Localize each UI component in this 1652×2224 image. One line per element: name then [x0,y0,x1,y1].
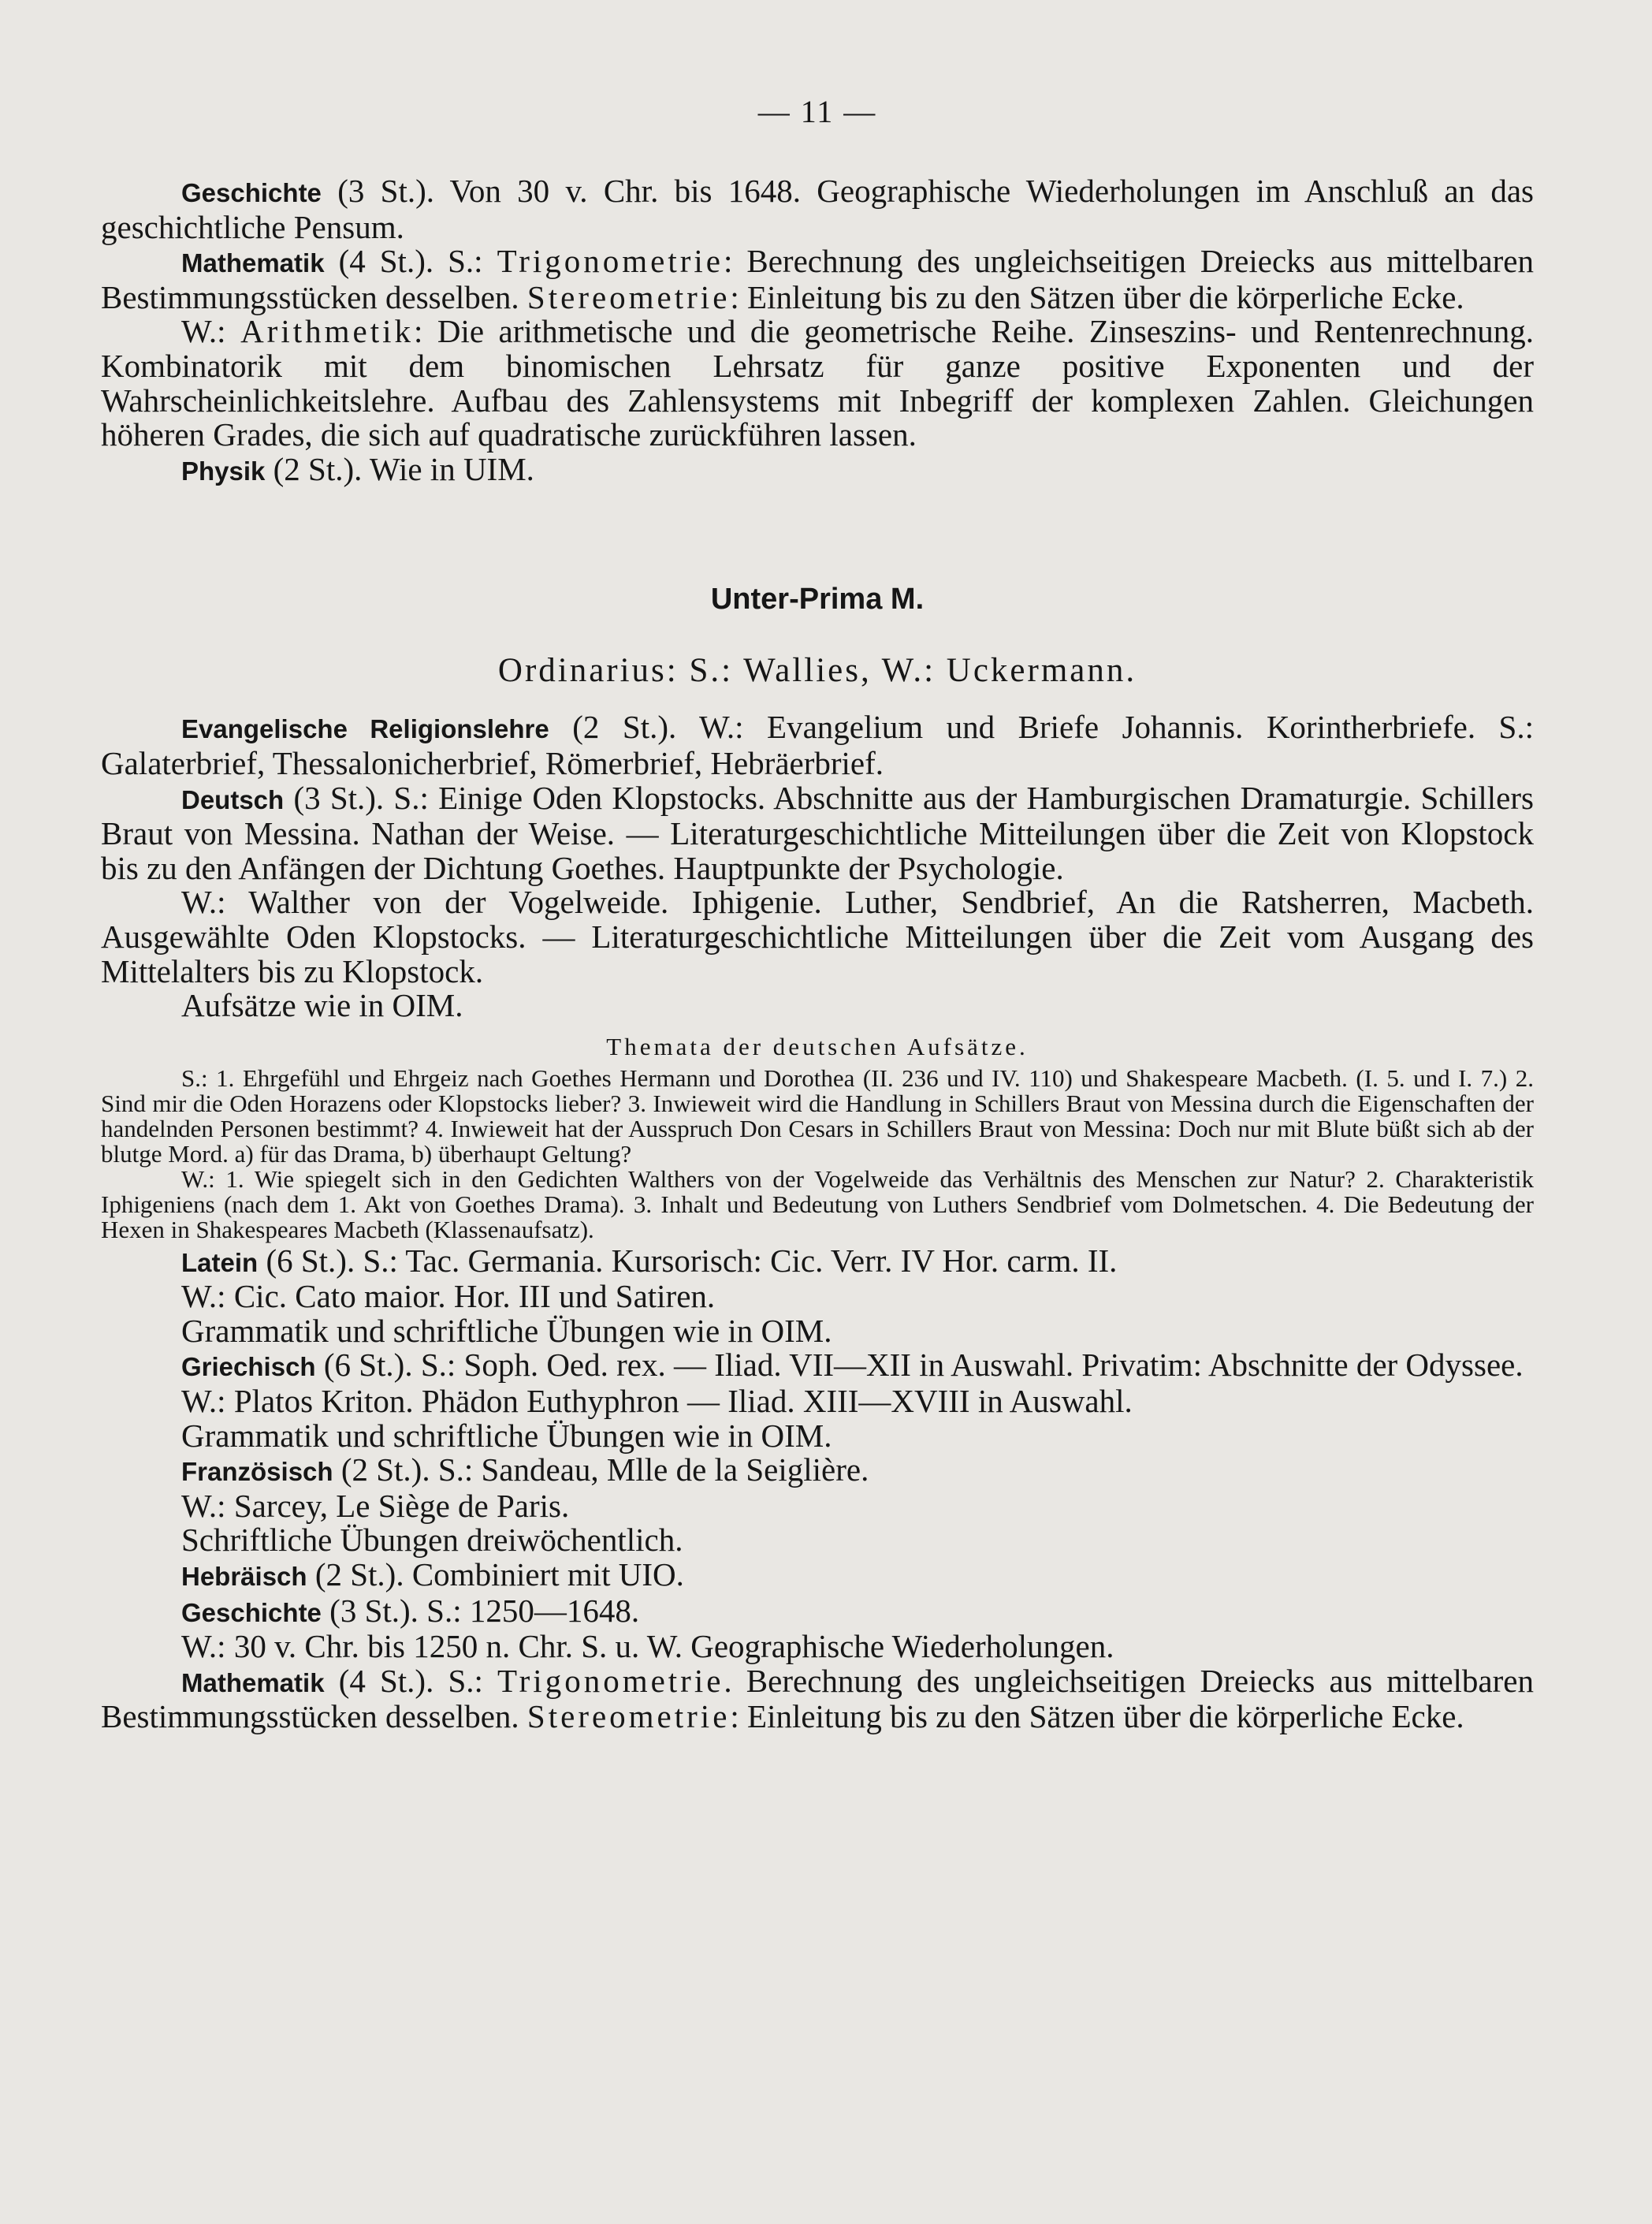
themata-heading: Themata der deutschen Aufsätze. [606,1032,1029,1060]
subject-latein: Latein [181,1247,259,1277]
subject-religion: Evangelische Religionslehre [181,714,549,744]
page-number: — 11 — [757,94,877,129]
subject-deutsch: Deutsch [181,784,285,814]
subject-franzoesisch: Französisch [181,1457,333,1487]
themata-sommer: S.: 1. Ehrgefühl und Ehrgeiz nach Goethes Hermann und Dorothea (II. 236 und IV. 110) und Shakespeare Macbeth. (I. 5. und I. 7.) 2. Sind mir die Oden Horazens oder Klopstocks lieber? 3. Inwieweit wird die Handlung in Schillers Braut von Messina durch die Eigenschaften der handelnden Personen bestimmt? 4. Inwieweit hat der Ausspruch Don Cesars in Schillers Braut von Messina: Doch nur mit Blute büßt sich ab der blutge Mord. a) für das Drama, b) überhaupt Geltung? [101,1064,1534,1168]
griechisch-paragraph [101,1348,1534,1384]
mathematik-paragraph [101,244,1534,315]
mathematik2-paragraph [101,1664,1534,1734]
franzoesisch-paragraph [101,1453,1534,1489]
latein-paragraph [101,1244,1534,1280]
deutsch-text: (3 St.). S.: Einige Oden Klopstocks. Abschnitte aus der Hamburgischen Dramaturgie. Schillers Braut von Messina. Nathan der Weise. — Literaturgeschichtliche Mitteilungen über die Zeit von Klopstock bis zu den Anfängen der Dichtung Goethes. Hauptpunkte der Psychologie. [101,779,1534,886]
mathematik-text-2: : Berechnung des ungleichseitigen Dreiecks aus mittelbaren Bestimmungsstücken desselben. [101,243,1534,315]
section-title: Unter-Prima M. [710,583,925,617]
subject-mathematik-2: Mathematik [181,1667,325,1697]
latein-grammatik: Grammatik und schriftliche Übungen wie in OIM. [181,1312,832,1349]
subject-geschichte-2: Geschichte [181,1597,322,1627]
subject-griechisch: Griechisch [181,1352,316,1382]
religion-paragraph [101,710,1534,780]
griechisch-text: (6 St.). S.: Soph. Oed. rex. — Iliad. VII—XII in Auswahl. Privatim: Abschnitte der Odyssee. [315,1347,1524,1384]
latein-winter: W.: Cic. Cato maior. Hor. III und Satiren. [181,1278,716,1315]
geschichte2-winter: W.: 30 v. Chr. bis 1250 n. Chr. S. u. W. Geographische Wiederholungen. [181,1628,1114,1665]
physik-text: (2 St.). Wie in UIM. [265,450,534,487]
deutsch-paragraph [101,781,1534,886]
mathematik2-trigonometrie: Trigonometrie [497,1662,724,1699]
physik-paragraph [101,450,1534,489]
deutsch-aufsaetze: Aufsätze wie in OIM. [181,987,463,1024]
themata-winter: W.: 1. Wie spiegelt sich in den Gedichten Walthers von der Vogelweide das Verhältnis des Menschen zur Natur? 2. Charakteristik Iphigeniens (nach dem 1. Akt von Goethes Drama). 3. Inhalt und Bedeutung von Luthers Sendbrief vom Dolmetschen. 4. Die Bedeutung der Hexen in Shakespeares Macbeth (Klassenaufsatz). [101,1164,1534,1243]
ordinarius-line: Ordinarius: S.: Wallies, W.: Uckermann. [497,652,1137,690]
subject-physik: Physik [181,456,266,486]
griechisch-winter: W.: Platos Kriton. Phädon Euthyphron — Iliad. XIII—XVIII in Auswahl. [181,1383,1133,1420]
mathematik-text-3: : Einleitung bis zu den Sätzen über die körperliche Ecke. [730,278,1464,315]
mathematik-trigonometrie: Trigonometrie [497,243,724,280]
deutsch-winter: W.: Walther von der Vogelweide. Iphigenie. Luther, Sendbrief, An die Ratsherren, Macbeth. Ausgewählte Oden Klopstocks. — Literaturgeschichtliche Mitteilungen über die Zeit vom Ausgang des Mittelalters bis zu Klopstock. [101,884,1534,989]
subject-geschichte: Geschichte [181,178,322,207]
franzoesisch-text: (2 St.). S.: Sandeau, Mlle de la Seiglière. [333,1451,869,1488]
subject-hebraeisch: Hebräisch [181,1562,307,1592]
mathematik2-text-2: . Berechnung des ungleichseitigen Dreiecks aus mittelbaren Bestimmungsstücken desselben. [101,1662,1534,1735]
franzoesisch-winter: W.: Sarcey, Le Siège de Paris. [181,1487,570,1524]
subject-mathematik: Mathematik [181,248,325,278]
arithmetik-spaced: Arithmetik [240,313,414,350]
franzoesisch-uebungen: Schriftliche Übungen dreiwöchentlich. [181,1522,683,1559]
geschichte-text: (3 St.). Von 30 v. Chr. bis 1648. Geographische Wiederholungen im Anschluß an das geschichtliche Pensum. [101,173,1534,245]
arithmetik-text-1: W.: [181,313,241,350]
griechisch-grammatik: Grammatik und schriftliche Übungen wie in OIM. [181,1417,832,1454]
geschichte2-paragraph [101,1594,1534,1630]
mathematik2-text-3: : Einleitung bis zu den Sätzen über die körperliche Ecke. [730,1698,1464,1735]
arithmetik-text-2: : Die arithmetische und die geometrische Reihe. Zinseszins- und Rentenrechnung. Kombinatorik mit dem binomischen Lehrsatz für ganze positive Exponenten und der Wahrscheinlichkeitslehre. Aufbau des Zahlensystems mit Inbegriff der komplexen Zahlen. Gleichungen höheren Grades, die sich auf quadratische zurückführen lassen. [101,313,1534,453]
arithmetik-paragraph [101,315,1534,452]
religion-text: (2 St.). W.: Evangelium und Briefe Johannis. Korintherbriefe. S.: Galaterbrief, Thessalonicherbrief, Römerbrief, Hebräerbrief. [101,709,1534,781]
geschichte2-text: (3 St.). S.: 1250—1648. [321,1592,640,1629]
mathematik2-stereometrie: Stereometrie [526,1698,731,1735]
mathematik-text-1: (4 St.). S.: [324,243,497,280]
mathematik-stereometrie: Stereometrie [526,278,731,315]
hebraeisch-paragraph [101,1558,1534,1594]
latein-text: (6 St.). S.: Tac. Germania. Kursorisch: Cic. Verr. IV Hor. carm. II. [258,1242,1118,1279]
mathematik2-text-1: (4 St.). S.: [324,1662,498,1699]
geschichte-paragraph [101,174,1534,244]
hebraeisch-text: (2 St.). Combiniert mit UIO. [307,1556,684,1593]
